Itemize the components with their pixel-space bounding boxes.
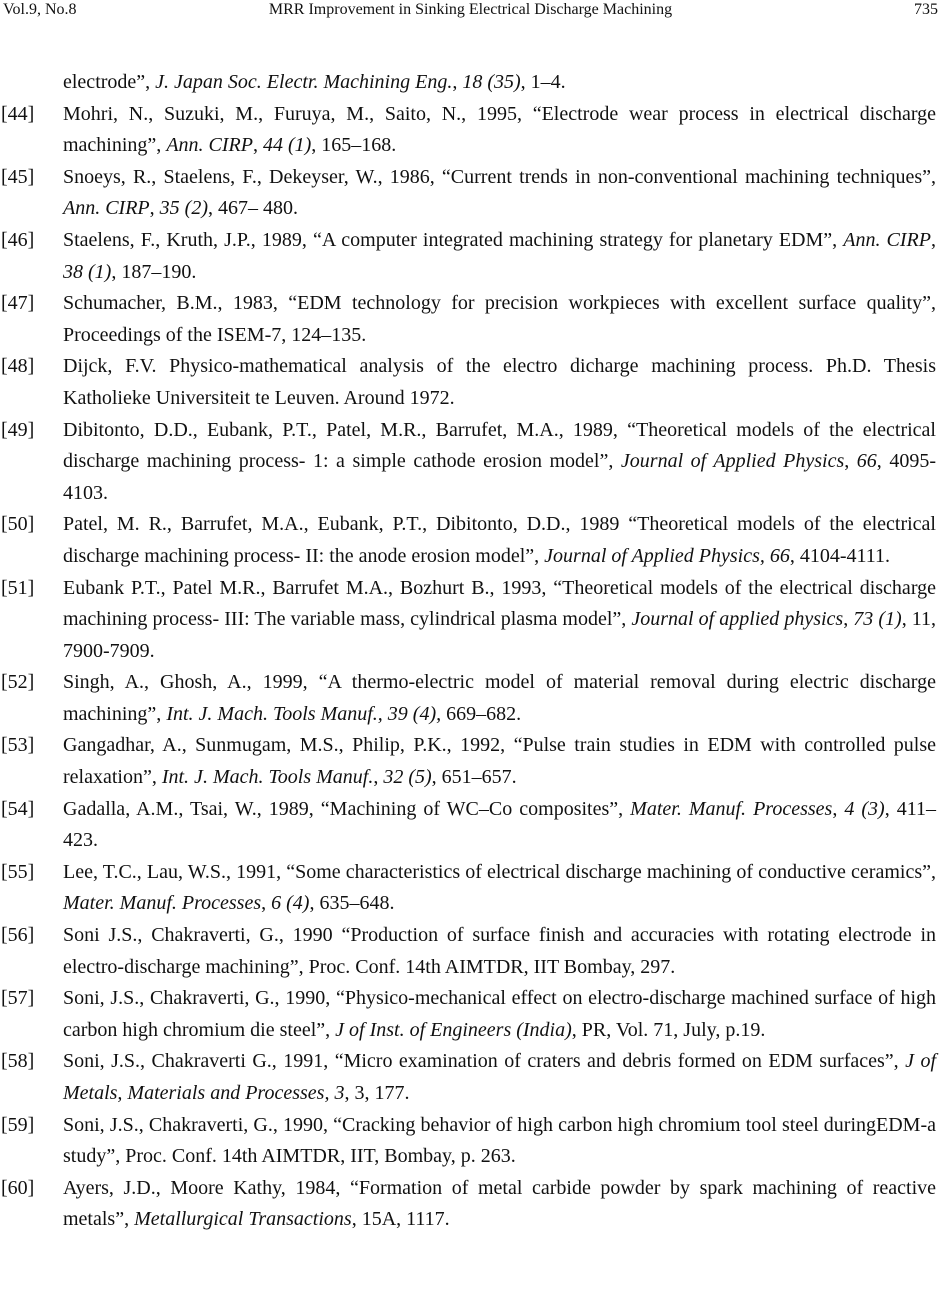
reference-segment: Staelens, F., Kruth, J.P., 1989, “A computer integrated machining strategy for planetary EDM”,	[63, 228, 844, 251]
reference-segment: , 165–168.	[311, 134, 397, 157]
reference-segment: ,	[261, 892, 272, 915]
reference-segment: , 467– 480.	[207, 197, 298, 220]
reference-entry	[0, 162, 941, 225]
reference-segment: Eubank P.T., Patel M.R., Barrufet M.A., Bozhurt B., 1993, “Theoretical models of the electrical discharge machining process- III: The variable mass, cylindrical plasma model”,	[63, 576, 936, 631]
reference-segment: , 4104-4111.	[789, 544, 891, 567]
reference-italic-segment: J. Japan Soc. Electr. Machining Eng.	[155, 71, 453, 93]
reference-text	[63, 509, 936, 572]
reference-segment: Dijck, F.V. Physico-mathematical analysis of the electro dicharge machining process. Ph.D. Thesis Katholieke Universiteit te Leuven. Around 1972.	[63, 355, 936, 409]
reference-segment: Soni, J.S., Chakraverti G., 1991, “Micro examination of craters and debris formed on EDM surfaces”,	[63, 1050, 906, 1073]
page-number: 735	[914, 1, 938, 18]
reference-text	[63, 920, 936, 983]
reference-segment: , 651–657.	[431, 766, 517, 789]
reference-italic-segment: 6 (4)	[271, 892, 310, 915]
reference-number: [55]	[1, 860, 35, 883]
reference-entry	[0, 415, 941, 510]
reference-entry	[0, 509, 941, 572]
reference-number: [44]	[1, 102, 35, 125]
reference-number: [46]	[1, 228, 35, 251]
reference-italic-segment: Int. J. Mach. Tools Manuf., 39 (4),	[166, 702, 442, 725]
reference-italic-segment: J of Metals, Materials and Processes, 3	[63, 1050, 936, 1104]
reference-italic-segment: Metallurgical Transactions	[134, 1208, 352, 1231]
reference-italic-segment: 18 (35)	[462, 71, 521, 93]
reference-segment: Schumacher, B.M., 1983, “EDM technology for precision workpieces with excellent surface quality”, Proceedings of the ISEM-7, 124–135.	[63, 292, 936, 346]
reference-segment: , 3, 177.	[344, 1082, 410, 1104]
reference-number: [48]	[1, 355, 35, 378]
reference-segment: , 187–190.	[111, 260, 197, 283]
reference-segment: ,	[844, 450, 857, 473]
reference-segment: , 4095- 4103.	[63, 450, 936, 504]
reference-segment: ,	[931, 228, 936, 251]
running-title: MRR Improvement in Sinking Electrical Discharge Machining	[268, 1, 673, 18]
reference-number: [54]	[1, 797, 35, 820]
reference-number: [52]	[1, 671, 35, 694]
reference-number: [58]	[1, 1050, 35, 1073]
reference-italic-segment: 73 (1)	[853, 608, 902, 631]
reference-segment: Patel, M. R., Barrufet, M.A., Eubank, P.T., Dibitonto, D.D., 1989 “Theoretical models of the electrical discharge machining process- II: the anode erosion model”,	[63, 513, 936, 567]
reference-segment: , 635–648.	[309, 892, 395, 915]
reference-italic-segment: Ann. CIRP	[166, 134, 253, 157]
reference-text	[63, 1046, 936, 1109]
reference-text	[63, 1173, 936, 1236]
reference-italic-segment: 44 (1)	[262, 134, 312, 157]
reference-segment: ,	[252, 134, 263, 157]
reference-entry	[0, 1173, 941, 1236]
reference-segment: Singh, A., Ghosh, A., 1999, “A thermo-electric model of material removal during electric discharge machining”,	[63, 671, 936, 725]
reference-number: [49]	[1, 418, 35, 441]
reference-entry	[0, 225, 941, 288]
reference-segment: , 15A, 1117.	[351, 1208, 450, 1231]
reference-entry	[0, 857, 941, 920]
reference-number: [45]	[1, 165, 35, 188]
reference-entry	[0, 1046, 941, 1109]
reference-italic-segment: Ann. CIRP	[63, 197, 150, 220]
reference-text	[63, 794, 936, 857]
reference-text	[63, 415, 936, 510]
reference-segment: Soni, J.S., Chakraverti, G., 1990, “Physico-mechanical effect on electro-discharge machined surface of high carbon high chromium die steel”,	[63, 987, 936, 1041]
reference-entry	[0, 351, 941, 414]
reference-italic-segment: 32 (5)	[383, 766, 432, 789]
reference-number: [59]	[1, 1113, 35, 1136]
reference-italic-segment: 66	[856, 450, 877, 473]
reference-segment: ,	[373, 766, 384, 789]
reference-italic-segment: Journal of applied physics	[631, 608, 844, 631]
journal-volume: Vol.9, No.8	[3, 1, 77, 18]
reference-text	[63, 983, 936, 1046]
reference-number: [60]	[1, 1176, 35, 1199]
reference-segment: Soni J.S., Chakraverti, G., 1990 “Production of surface finish and accuracies with rotating electrode in electro-discharge machining”, Proc. Conf. 14th AIMTDR, IIT Bombay, 297.	[63, 924, 936, 978]
reference-segment: Snoeys, R., Staelens, F., Dekeyser, W., 1986, “Current trends in non-conventional machining techniques”,	[63, 165, 936, 188]
reference-segment: Mohri, N., Suzuki, M., Furuya, M., Saito, N., 1995, “Electrode wear process in electrical discharge machining”,	[63, 102, 936, 157]
reference-italic-segment: 35 (2)	[159, 197, 208, 220]
reference-segment: Lee, T.C., Lau, W.S., 1991, “Some characteristics of electrical discharge machining of conductive ceramics”,	[63, 860, 936, 883]
reference-segment: ,	[832, 797, 845, 820]
reference-entry	[0, 920, 941, 983]
reference-segment: Ayers, J.D., Moore Kathy, 1984, “Formation of metal carbide powder by spark machining of reactive metals”,	[63, 1176, 936, 1231]
reference-entry	[0, 288, 941, 351]
reference-text	[63, 67, 936, 99]
reference-text	[63, 667, 936, 730]
reference-entry	[0, 67, 941, 99]
reference-italic-segment: 38 (1)	[63, 260, 112, 283]
running-header	[0, 0, 941, 30]
reference-entry	[0, 1110, 941, 1173]
reference-text	[63, 288, 936, 351]
reference-entry	[0, 667, 941, 730]
reference-text	[63, 99, 936, 162]
reference-number: [47]	[1, 292, 35, 315]
reference-italic-segment: Ann. CIRP	[843, 228, 931, 251]
reference-entry	[0, 794, 941, 857]
reference-list	[0, 67, 941, 1236]
reference-text	[63, 1110, 936, 1173]
reference-text	[63, 573, 936, 668]
reference-segment: ,	[149, 197, 160, 220]
reference-segment: , 11, 7900-7909.	[63, 608, 937, 662]
reference-italic-segment: Journal of Applied Physics, 66	[544, 544, 790, 567]
reference-number: [57]	[1, 987, 35, 1010]
reference-segment: Soni, J.S., Chakraverti, G., 1990, “Cracking behavior of high carbon high chromium tool steel duringEDM-a study”, Proc. Conf. 14th AIMTDR, IIT, Bombay, p. 263.	[63, 1113, 936, 1168]
reference-text	[63, 857, 936, 920]
reference-entry	[0, 730, 941, 793]
reference-text	[63, 162, 936, 225]
reference-segment: Gadalla, A.M., Tsai, W., 1989, “Machining of WC–Co composites”,	[63, 797, 631, 820]
reference-text	[63, 730, 936, 793]
reference-italic-segment: 4 (3)	[844, 797, 885, 820]
reference-segment: ,	[452, 71, 463, 93]
reference-number: [56]	[1, 924, 35, 947]
reference-number: [53]	[1, 734, 35, 757]
reference-text	[63, 351, 936, 414]
reference-italic-segment: J of Inst. of Engineers (India)	[335, 1018, 572, 1041]
reference-number: [51]	[1, 576, 35, 599]
reference-segment: electrode”,	[63, 71, 156, 93]
reference-italic-segment: Mater. Manuf. Processes	[63, 892, 262, 915]
reference-text	[63, 225, 936, 288]
reference-segment: Dibitonto, D.D., Eubank, P.T., Patel, M.R., Barrufet, M.A., 1989, “Theoretical models of the electrical discharge machining process- 1: a simple cathode erosion model”,	[63, 418, 936, 473]
reference-segment: ,	[843, 608, 854, 631]
reference-entry	[0, 573, 941, 668]
reference-segment: , PR, Vol. 71, July, p.19.	[571, 1018, 766, 1041]
reference-italic-segment: Int. J. Mach. Tools Manuf.	[161, 766, 374, 789]
reference-segment: , 411– 423.	[63, 797, 937, 852]
reference-segment: 669–682.	[441, 702, 522, 725]
reference-number: [50]	[1, 513, 35, 536]
reference-segment: Gangadhar, A., Sunmugam, M.S., Philip, P.K., 1992, “Pulse train studies in EDM with controlled pulse relaxation”,	[63, 734, 936, 789]
reference-italic-segment: Mater. Manuf. Processes	[630, 797, 833, 820]
reference-segment: , 1–4.	[520, 71, 566, 93]
reference-italic-segment: Journal of Applied Physics	[620, 450, 845, 473]
reference-entry	[0, 99, 941, 162]
reference-entry	[0, 983, 941, 1046]
